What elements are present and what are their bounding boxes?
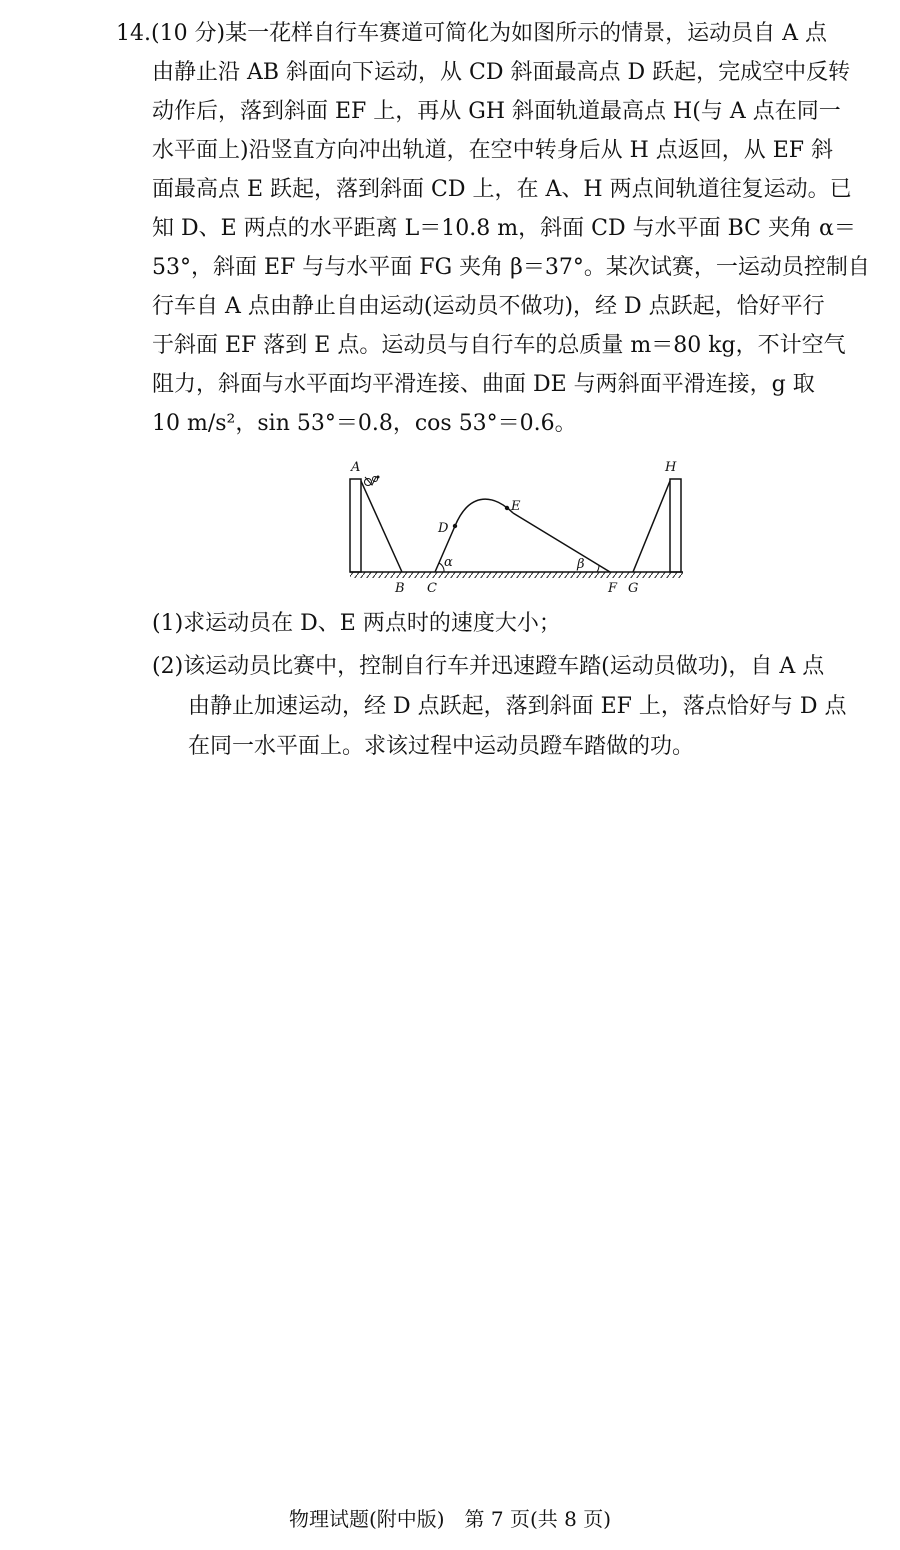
problem-line: 行车自 A 点由静止自由运动(运动员不做功)，经 D 点跃起，恰好平行 (152, 294, 825, 319)
question-2-line: (2)该运动员比赛中，控制自行车并迅速蹬车踏(运动员做功)，自 A 点 (152, 654, 825, 679)
label-h: H (665, 460, 677, 475)
ground-hatch (350, 572, 683, 578)
question-2-line: 在同一水平面上。求该过程中运动员蹬车踏做的功。 (188, 734, 695, 759)
track-diagram (345, 455, 685, 605)
point-e (505, 506, 509, 510)
problem-line: 知 D、E 两点的水平距离 L＝10.8 m，斜面 CD 与水平面 BC 夹角 α＝ (152, 216, 856, 241)
left-pillar (350, 479, 361, 572)
label-g: G (628, 581, 639, 596)
question-1-text: (1)求运动员在 D、E 两点时的速度大小； (152, 611, 561, 636)
right-pillar (670, 479, 681, 572)
rider-icon (365, 476, 380, 486)
label-b: B (395, 581, 405, 596)
problem-14 (116, 14, 886, 443)
label-alpha: α (444, 555, 453, 570)
point-d (453, 524, 457, 528)
page-footer: 物理试题(附中版) 第 7 页(共 8 页) (288, 1507, 612, 1531)
label-a: A (351, 460, 361, 475)
label-c: C (427, 581, 437, 596)
label-beta: β (577, 557, 585, 572)
question-2 (152, 647, 892, 767)
problem-line: 53°，斜面 EF 与与水平面 FG 夹角 β＝37°。某次试赛，一运动员控制自 (152, 255, 870, 280)
question-1 (152, 604, 892, 644)
question-2-line: 由静止加速运动，经 D 点跃起，落到斜面 EF 上，落点恰好与 D 点 (188, 694, 847, 719)
problem-line: 面最高点 E 跃起，落到斜面 CD 上，在 A、H 两点间轨道往复运动。已 (152, 177, 852, 202)
label-d: D (438, 521, 449, 536)
track-diagram-svg (345, 455, 685, 605)
problem-line: 动作后，落到斜面 EF 上，再从 GH 斜面轨道最高点 H(与 A 点在同一 (152, 99, 841, 124)
label-e: E (511, 499, 521, 514)
label-f: F (608, 581, 618, 596)
slope-ef (513, 513, 610, 572)
problem-line: 水平面上)沿竖直方向冲出轨道，在空中转身后从 H 点返回，从 EF 斜 (152, 138, 834, 163)
problem-line: 于斜面 EF 落到 E 点。运动员与自行车的总质量 m＝80 kg，不计空气 (152, 333, 846, 358)
slope-gh (633, 481, 670, 572)
slope-ab (361, 481, 402, 572)
beta-arc (597, 565, 599, 572)
problem-line: 14.(10 分)某一花样自行车赛道可简化为如图所示的情景，运动员自 A 点 (116, 21, 828, 46)
problem-line: 10 m/s²，sin 53°＝0.8，cos 53°＝0.6。 (152, 411, 577, 436)
problem-line: 由静止沿 AB 斜面向下运动，从 CD 斜面最高点 D 跃起，完成空中反转 (152, 60, 851, 85)
problem-line: 阻力，斜面与水平面均平滑连接、曲面 DE 与两斜面平滑连接，g 取 (152, 372, 815, 397)
